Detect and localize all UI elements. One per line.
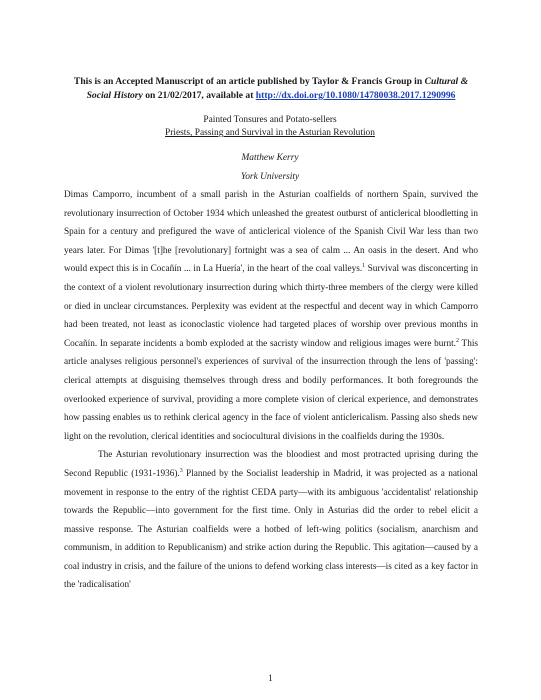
author-affiliation: York University xyxy=(240,172,300,182)
doi-link[interactable]: http://dx.doi.org/10.1080/14780038.2017.1290996 xyxy=(255,90,456,101)
notice-prefix: This is an Accepted Manuscript of an article published by Taylor & Francis Group in xyxy=(73,76,425,87)
notice-middle: on 21/02/2017, available at xyxy=(142,90,256,101)
page-number: 1 xyxy=(268,674,273,684)
footnote-ref-2[interactable]: 2 xyxy=(456,337,459,344)
paragraph-2-text-a: The Asturian revolutionary insurrection was the bloodiest and most protracted uprising during the Second Republic (1931-1936). xyxy=(64,450,478,479)
author-name: Matthew Kerry xyxy=(241,153,299,163)
accepted-manuscript-notice xyxy=(64,75,478,103)
paragraph-2-text-b: Planned by the Socialist leadership in Madrid, it was projected as a national movement in response to the entry of the rightist CEDA party—with its ambiguous 'accidentalist' relationship towards the Republic—into government for the first time. Only in Asturias did the order to rebel elicit a massive response. The Asturian coalfields were a hotbed of left-wing politics (socialism, anarchism and communism, in addition to Republicanism) and strike action during the Republic. This agitation—caused by a coal industry in crisis, and the failure of the unions to defend working class interests—is cited as a key factor in the 'radicalisation' xyxy=(64,468,478,591)
paragraph-1-text-b: Survival was disconcerting in the context of a violent revolutionary insurrection during which thirty-three members of the clergy were killed or died in unclear circumstances. Perplexity was evident at the respectful and decent way in which Camporro had been treated, not least as iconoclastic violence had targeted places of worship over previous months in Cocañín. In separate incidents a bomb exploded at the sacristy window and religious images were burnt. xyxy=(64,264,478,349)
title-line-1: Painted Tonsures and Potato-sellers xyxy=(203,115,337,125)
footnote-ref-3[interactable]: 3 xyxy=(179,467,183,474)
footnote-ref-1[interactable]: 1 xyxy=(362,263,366,270)
article-title xyxy=(60,114,480,140)
paragraph-1 xyxy=(64,186,478,446)
journal-name: Cultural & Social History xyxy=(86,76,469,101)
paragraph-2 xyxy=(64,446,478,595)
paragraph-1-text-c: This article analyses religious personnel's experiences of survival of the insurrection through the lens of 'passing': clerical attempts at disguising themselves through dress and bodily performances. It both foregrounds the overlooked experience of survival, providing a more complete vision of clerical experience, and demonstrates how passing enables us to rethink clerical agency in the face of violent anticlericalism. Passing also sheds new light on the revolution, clerical identities and sociocultural divisions in the coalfields during the 1930s. xyxy=(64,338,478,442)
paragraph-1-text-a: Dimas Camporro, incumbent of a small parish in the Asturian coalfields of northern Spain, survived the revolutionary insurrection of October 1934 which unleashed the greatest outburst of anticlerical bloodletting in Spain for a century and prefigured the wave of anticlerical violence of the Spanish Civil War less than two years later. For Dimas '[t]he [revolutionary] fortnight was a sea of calm ... An oasis in the desert. And who would expect this is in Cocañín ... in La Huería', in the heart of the coal valleys. xyxy=(64,190,478,275)
title-line-2: Priests, Passing and Survival in the Asturian Revolution xyxy=(165,128,375,138)
article-body xyxy=(64,186,478,595)
